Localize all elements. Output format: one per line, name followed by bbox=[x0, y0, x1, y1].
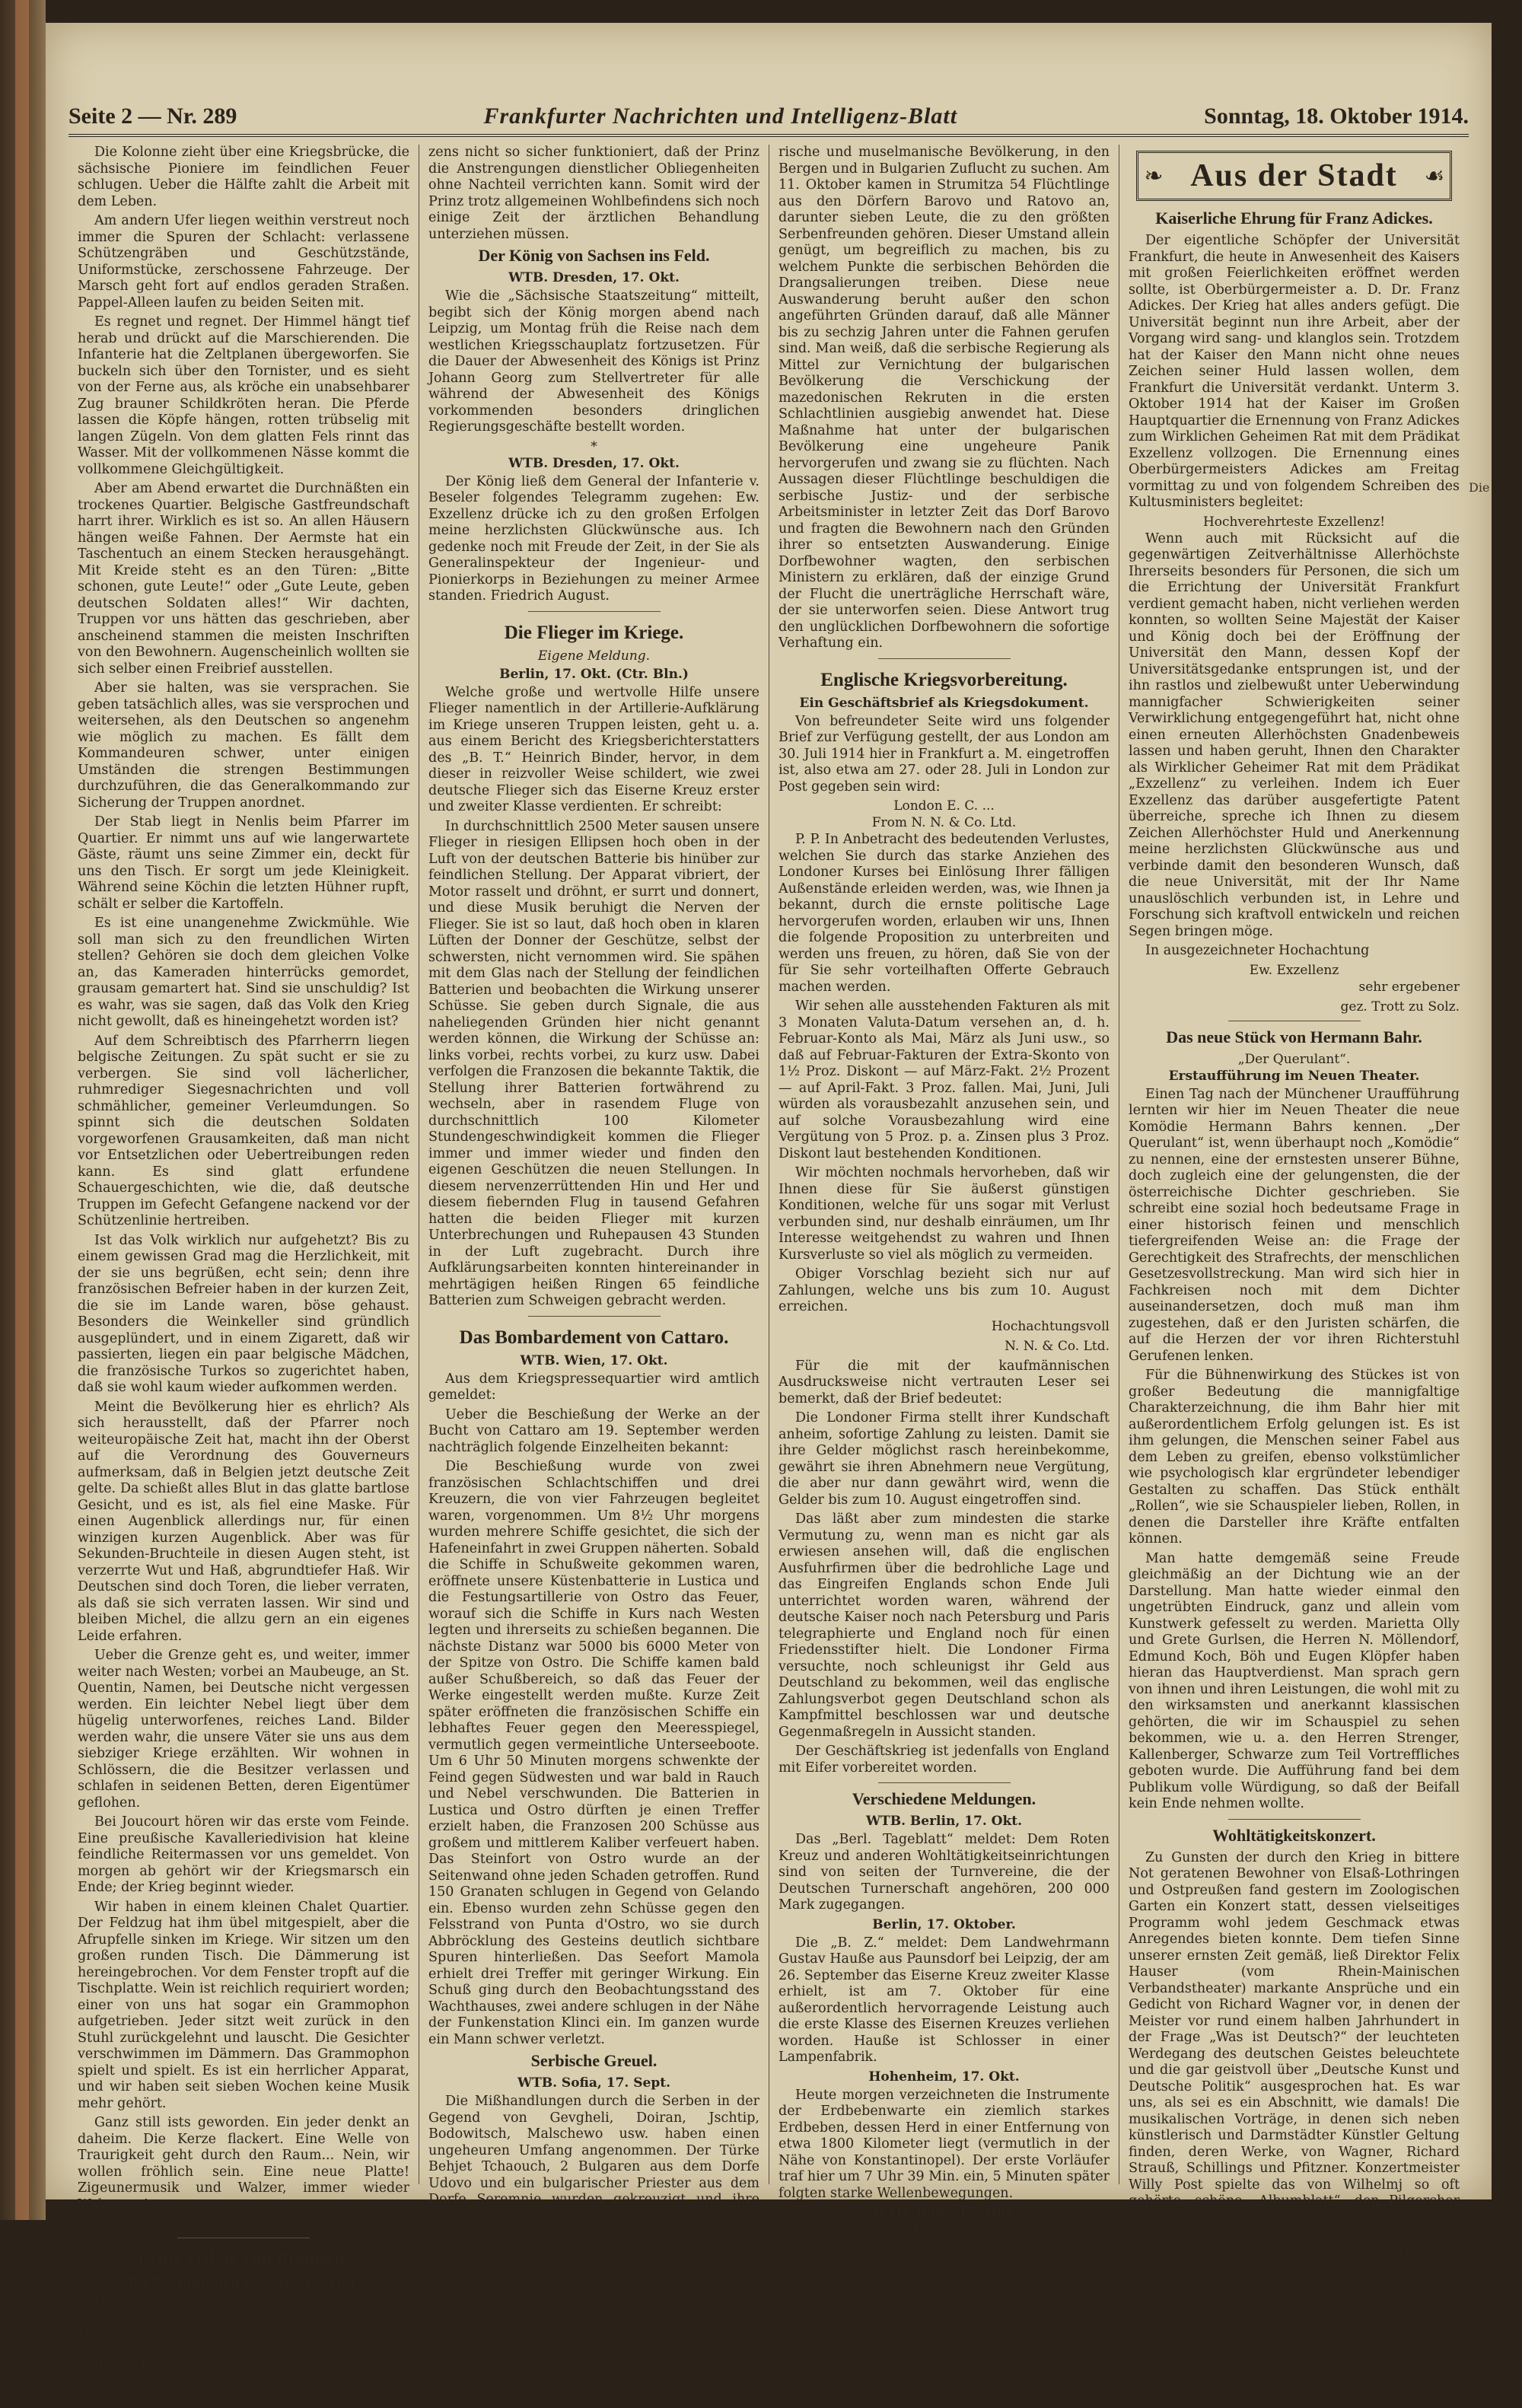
column-1 bbox=[68, 145, 419, 2406]
paragraph: Ganz still ists geworden. Ein jeder denkt an daheim. Die Kerze flackert. Eine Welle von Traurigkeit geht durch den Raum... Nein, wir wollen fröhlich sein. Eine neue Platte! Zigeunermusik und Walzer, immer wieder Walzer.....! bbox=[78, 2115, 409, 2212]
paragraph: Es ist eine unangenehme Zwickmühle. Wie soll man sich zu den freundlichen Wirten stellen? Gehören sie doch dem gleichen Volke an, das Kameraden hinterrücks gemordet, grausam gemartert hat. Sind sie unschuldig? Ist es wahr, was sie sagen, daß das Volk den Krieg nicht gewollt, daß es hineingehetzt worden ist? bbox=[78, 916, 409, 1029]
paragraph: Am andern Ufer liegen weithin verstreut noch immer die Spuren der Schlacht: verlassene Schützengräben und Geschützstände, Uniformstücke, zerschossene Fahrzeuge. Der Marsch geht fort auf endlos geraden Straßen. Pappel-Alleen laufen zu beiden Seiten mit. bbox=[78, 213, 409, 311]
subheading: „Der Querulant“. bbox=[1237, 1051, 1351, 1067]
headline-englische: Englische Kriegsvorbereitung. bbox=[820, 669, 1068, 690]
divider bbox=[878, 1782, 1011, 1783]
dateline: WTB. Dresden, 17. Okt. bbox=[508, 270, 680, 285]
dateline: Berlin, 17. Oktober. bbox=[872, 1916, 1016, 1932]
paragraph: Die Mißhandlungen durch die Serben in der Gegend von Gevgheli, Doiran, Jschtip, Bodowitsch, Malschewo usw. haben einen ungeheuren Umfang angenommen. Der Türke Behjet Tchaouch, 2 Bulgaren aus dem Dorfe Udovo und ein bulgarischer Priester aus dem Dorfe Seremnie wurden gekreuzigt und ihre Hände angenagelt; eine Tat, die nicht anders ist als den Türken gegenüber ein neuestes Eingreifen der türkischen Herrschaft. Außerdem wurden systematische Ermordungen und Räubereien die bulga- bbox=[428, 2094, 759, 2289]
paragraph: Bei Joucourt hören wir das erste vom Feinde. Eine preußische Kavalleriedivision hat kleine feindliche Reitermassen vor uns gemeldet. Von morgen ab gehört wir der Kriegsmarsch ein Ende; der Krieg beginnt wieder. bbox=[78, 1814, 409, 1895]
column-2 bbox=[419, 145, 769, 2289]
paragraph: Obiger Vorschlag bezieht sich nur auf Zahlungen, welche uns bis zum 10. August erreichen. bbox=[779, 1266, 1110, 1314]
subheading: Erstaufführung im Neuen Theater. bbox=[1168, 1068, 1420, 1084]
letter-closing: Hochachtungsvoll bbox=[991, 1318, 1110, 1334]
paragraph: P. P. In Anbetracht des bedeutenden Verlustes, welchen Sie durch das starke Anziehen des Londoner Kurses bei Einlösung Ihrer fälligen Außenstände erleiden werden, was, wie Ihnen ja bekannt, durch die ernste politische Lage hervorgerufen worden, erlauben wir uns, Ihnen die folgende Proposition zu unterbreiten und werden uns freuen, zu hören, daß Sie von der für Sie sehr vorteilhaften Offerte Gebrauch machen werden. bbox=[779, 832, 1110, 995]
dateline: WTB. Berlin, 17. Okt. bbox=[865, 1814, 1023, 1829]
dateline: Berlin, 17. Okt. (Ctr. Bln.) bbox=[499, 666, 689, 682]
paragraph: Heute morgen verzeichneten die Instrumente der Erdbebenwarte ein ziemlich starkes Erdbeben, dessen Herd in einer Entfernung von etwa 1800 Kilometer liegt (vermutlich in der Nähe von Konstantinopel). Der erste Vorläufer traf hier um 7 Uhr 39 Min. ein, 5 Minuten später folgten starke Wellenbewegungen. bbox=[779, 2087, 1110, 2201]
dateline: WTB. Homburg v. d. H., 17. Okt. bbox=[126, 2275, 361, 2290]
headline-flieger: Die Flieger im Kriege. bbox=[504, 622, 684, 643]
newspaper-page bbox=[46, 23, 1492, 2406]
paragraph: Der eigentliche Schöpfer der Universität Frankfurt, die heute in Anwesenheit des Kaisers mit großen Feierlichkeiten eröffnet werden sollte, ist Oberbürgermeister a. D. Dr. Franz Adickes. Der Krieg hat alles anders gefügt. Die Universität beginnt nun ihre Arbeit, aber der Vorgang wird sang- und klanglos sein. Trotzdem hat der Kaiser den Mann nicht ohne neues Zeichen seiner Huld lassen wollen, dem Frankfurt die Universität verdankt. Unterm 3. Oktober 1914 hat der Kaiser im Großen Hauptquartier die Ernennung von Franz Adickes zum Wirklichen Geheimen Rat mit dem Prädikat Exzellenz vollzogen. Die Ernennung eines Oberbürgermeisters Adickes am Freitag vormittag zu und von folgendem Schreiben des Kultusministers begleitet: bbox=[1129, 233, 1460, 510]
paragraph: Ein königlicher Erlaß verfügt, gemäß dem Beschlusse des Ministerrats, die Beerdigung di San Giulianos auf Staatskosten. In einem zweiten Erlaß beauftragt den Ministerpräsidenten Salandra mit der einstweiligen Führung der Geschäfte des Ministeriums des Aeußern. bbox=[779, 2223, 1110, 2336]
paragraph: Die „B. Z.“ meldet: Dem Landwehrmann Gustav Hauße aus Paunsdorf bei Leipzig, der am 26. September das Eiserne Kreuz zweiter Klasse erhielt, ist am 7. Oktober für eine außerordentlich hervorragende Leistung auch die erste Klasse des Eisernen Kreuzes verliehen worden. Hauße ist Schlosser in einer Lampenfabrik. bbox=[779, 1935, 1110, 2065]
divider bbox=[1228, 1819, 1361, 1820]
dateline: WTB. Rom, 17. Okt. bbox=[871, 2205, 1017, 2220]
letter-signature: N. N. & Co. Ltd. bbox=[1005, 1338, 1110, 1354]
salutation: Hochverehrteste Exzellenz! bbox=[1202, 514, 1386, 530]
headline-konzert: Wohltätigkeitskonzert. bbox=[1212, 1825, 1376, 1845]
paragraph: Der Stab liegt in Nenlis beim Pfarrer im Quartier. Er nimmt uns auf wie langerwartete Gäste, räumt uns seine Zimmer ein, deckt für uns den Tisch. Er sorgt um jede Kleinigkeit. Während seine Köchin die letzten Hühner rupft, schält er selber die Kartoffeln. bbox=[78, 814, 409, 912]
letter-closing: Ew. Exzellenz bbox=[1249, 962, 1339, 978]
headline-verschiedene: Verschiedene Meldungen. bbox=[852, 1789, 1036, 1808]
letter-address: London E. C. ... bbox=[893, 798, 995, 814]
paragraph: Aber sie halten, was sie versprachen. Sie geben tatsächlich alles, was sie versprochen und weitersehen, als den Deutschen so angenehm wie möglich zu machen. Es fällt dem Kommandeuren schwer, unter einigen Umständen die strengen Bestimmungen durchzuführen, die das Generalkommando zur Sicherung der Truppen anordnet. bbox=[78, 680, 409, 811]
paragraph: Das „Berl. Tageblatt“ meldet: Dem Roten Kreuz und anderen Wohltätigkeitseinrichtungen sind von seiten der Turnvereine, die der Deutschen Turnerschaft angehören, 200 000 Mark zugegangen. bbox=[779, 1832, 1110, 1913]
paragraph: In durchschnittlich 2500 Meter sausen unsere Flieger in riesigen Ellipsen hoch oben in der Luft von der deutschen Batterie bis hinüber zur feindlichen Stellung. Der Apparat vibriert, der Motor rasselt und dröhnt, er surrt und donnert, und diese Musik beruhigt die Nerven der Flieger. Sie ist so laut, daß hoch oben in klaren Lüften der Donner der Geschütze, selbst der schwersten, nicht vernommen wird. Sie spähen mit dem Glas nach der Stellung der feindlichen Batterien und beobachten die Wirkung unserer Schüsse. Sie geben durch Signale, die aus naheliegenden Gründen hier nicht genannt werden können, die Wirkung der Schüsse an: links vorbei, rechts vorbei, zu kurz usw. Dabei verfolgen die Franzosen die bekannte Taktik, die Stellung ihrer Batterien fortwährend zu wechseln, aber in rasendem Fluge von durchschnittlich 100 Kilometer Stundengeschwindigkeit kommen die Flieger immer und immer wieder und finden den eigenen Geschützen die neuen Stellungen. In diesem nervenzerrüttenden Hin und Her und diesem fiebernden Flug in tausend Gefahren hatten die beiden Flieger mit kurzen Unterbrechungen und Ruhepausen 43 Stunden in der Luft zugebracht. Durch ihre Aufklärungsarbeiten konnten hintereinander in mehrtägigen heißen Ringen 65 feindliche Batterien zum Schweigen gebracht werden. bbox=[428, 818, 759, 1308]
subheading: Eigene Meldung. bbox=[537, 648, 651, 664]
paragraph: Für die Bühnenwirkung des Stückes ist von großer Bedeutung die mannigfaltige Charakterzeichnung, die ihm Bahr hier mit außerordentlichem Erfolg gelungen ist. Es ist ihm gelungen, die Menschen seiner Fabel aus dem Leben zu greifen, ebenso volkstümlicher wie psychologisch klar ergründeter lebendiger Gestalten zu schaffen. Das Stück enthält „Rollen“, wie sie Schauspieler lieben, Rollen, in denen die Darsteller ihre Kräfte entfalten können. bbox=[1129, 1368, 1460, 1546]
paragraph: Die Kolonne zieht über eine Kriegsbrücke, die sächsische Pioniere im feindlichen Feuer schlugen. Ueber die Hälfte zahlt die Arbeit mit dem Leben. bbox=[78, 145, 409, 209]
paragraph: zens nicht so sicher funktioniert, daß der Prinz die Anstrengungen dienstlicher Obliegenheiten ohne Nachteil verrichten kann. Somit wird der Prinz trotz allgemeinen Wohlbefindens sich noch einige Zeit der ärztlichen Behandlung unterziehen müssen. bbox=[428, 145, 759, 242]
paragraph: Aber am Abend erwartet die Durchnäßten ein trockenes Quartier. Belgische Gastfreundschaft harrt ihrer. Wirklich es ist so. An allen Häusern hängen weiße Fahnen. Der Aermste hat ein Taschentuch an einem Stecken herausgehängt. Mit Kreide steht es an den Türen: „Bitte schonen, gute Leute!“ oder „Gute Leute, geben deutschen Soldaten alles!“ Wir dachten, Truppen vor uns hätten das geschrieben, aber anscheinend stammen die meisten Inschriften von den Bewohnern. Augenscheinlich wollten sie sich selber einen Freibrief ausstellen. bbox=[78, 481, 409, 677]
headline-greuel: Serbische Greuel. bbox=[530, 2051, 658, 2070]
paragraph: Der König ließ dem General der Infanterie v. Beseler folgendes Telegramm zugehen: Ew. Exzellenz drücke ich zu den großen Erfolgen meine herzlichsten Glückwünsche aus. Ich gedenke noch mit Freude der Zeit, in der Sie als Generalinspekteur der Ingenieur- und Pionierkorps in Beziehungen zu meiner Armee standen. Friedrich August. bbox=[428, 473, 759, 604]
paragraph: Wenn auch mit Rücksicht auf die gegenwärtigen Zeitverhältnisse Allerhöchste Ihrerseits besonders für Personen, die sich um die Errichtung der Universität Frankfurt verdient gemacht haben, nicht verliehen werden konnten, so wollten Seine Majestät der Kaiser und König doch bei der Eröffnung der Universität den Mann, dessen Kopf der Universitätsgedanke entsprungen ist, und der ihn rastlos und zielbewußt unter Ueberwindung mannigfacher Schwierigkeiten seiner Verwirklichung entgegengeführt hat, nicht ohne einen erneuten Allerhöchsten Gnadenbeweis lassen und haben geruht, Ihnen den Charakter als Wirklicher Geheimer Rat mit dem Prädikat „Exzellenz“ zu verleihen. Indem ich Euer Exzellenz das darüber ausgefertigte Patent überreiche, spreche ich Ihnen zu diesem Zeichen Allerhöchster Huld und Anerkennung meine herzlichsten Glückwünsche aus und verbinde damit den besonderen Wunsch, daß die neue Universität, mit der Ihr Name unauslöschlich verbunden ist, in Lehre und Forschung sich kraftvoll entwickeln und reichen Segen bringen möge. bbox=[1129, 530, 1460, 939]
paragraph: Die Londoner Firma stellt ihrer Kundschaft anheim, sofortige Zahlung zu leisten. Damit sie ihre Gelder möglichst rasch hereinbekomme, gewährt sie ihren Abnehmern neue Vergütung, die aber nur dann gewährt wird, wenn die Gelder bis zum 10. August eingetroffen sind. bbox=[779, 1410, 1110, 1508]
paragraph: rische und muselmanische Bevölkerung, in den Bergen und in Bulgarien Zuflucht zu suchen. Am 11. Oktober kamen in Strumitza 54 Flüchtlinge aus den Dörfern Barovo und Ratovo an, darunter sieben Leute, die zu den größten Serbenfreunden gehören. Dieser Umstand allein genügt, um begreiflich zu machen, bis zu welchem Punkte die serbischen Behörden die Drangsalierungen treiben. Diese neue Auswanderung beruht außer den schon angeführten Gründen darauf, daß alle Männer bis zu sechzig Jahren unter die Fahnen gerufen sind. Man weiß, daß die serbische Regierung als Mittel zur Vernichtung der bulgarischen Bevölkerung die Verschickung der mazedonischen Rekruten in die ersten Schlachtlinien ausgiebig anwendet hat. Diese Maßnahme hat unter der bulgarischen Bevölkerung eine ungeheure Panik hervorgerufen und zwang sie zu flüchten. Nach Aussagen dieser Flüchtlinge beschuldigen die serbische Justiz- und der serbische Arbeitsminister in letzter Zeit das Dorf Barovo und fragten die Bewohnern nach den Gründen ihrer so entsetzten Auswanderung. Einige Dorfbewohner wagten, den serbischen Ministern zu erklären, daß der einzige Grund der Flucht die unerträgliche Herrschaft wäre, der sie unterworfen seien. Diese Antwort trug den unglücklichen Dorfbewohnern die sofortige Verhaftung ein. bbox=[779, 145, 1110, 651]
adjacent-page-edge: Die bbox=[1469, 480, 1490, 495]
dateline: WTB. Sofia, 17. Sept. bbox=[517, 2075, 671, 2091]
paragraph: In ausgezeichneter Hochachtung bbox=[1145, 943, 1370, 958]
masthead bbox=[68, 84, 1469, 137]
column-4 bbox=[1119, 145, 1469, 2274]
letter-closing: sehr ergebener bbox=[1358, 979, 1460, 995]
paragraph: Wir haben in einem kleinen Chalet Quartier. Der Feldzug hat ihm übel mitgespielt, aber die Afrupfelle sinken im Kriege. Wir sitzen um den großen runden Tisch. Die Dämmerung ist hereingebrochen. Vor dem Fenster tropft auf die Tischplatte. Wein ist reichlich requiriert worden; einer von uns hat sogar ein Grammophon aufgetrieben. Jeder sitzt weit zurück in den Stuhl zurückgelehnt und lauscht. Die Gesichter verschwimmen im Dämmern. Das Grammophon spielt und spielt. Es ist ein herrlicher Apparat, und wir haben seit sieben Wochen keine Musik mehr gehört. bbox=[78, 1899, 409, 2111]
ornament-icon: ❧ bbox=[1144, 162, 1164, 190]
divider bbox=[878, 658, 1011, 659]
newspaper-title: Frankfurter Nachrichten und Intelligenz-Blatt bbox=[483, 104, 958, 129]
headline-adickes: Kaiserliche Ehrung für Franz Adickes. bbox=[1155, 209, 1433, 228]
asterisk-divider: * bbox=[591, 438, 597, 454]
paragraph: Einen Tag nach der Münchener Uraufführung lernten wir hier im Neuen Theater die neue Komödie Hermann Bahrs kennen. „Der Querulant“ ist, wenn überhaupt noch „Komödie“ zu nennen, eine der ernstesten unserer Bühne, doch zugleich eine der gelungensten, die der österreichische Dichter geschrieben. Sie schreibt eine sozial hoch bedeutsame Frage in einer historisch feinen und menschlich tiefergreifenden Weise an: die Frage der Gerechtigkeit des Strafrechts, der menschlichen Gesetzesvollstreckung. Man wird sich hier in Fachkreisen noch mit dem Dichter auseinandersetzen, doch muß man ihm zugestehen, daß er den Juristen schärfen, die auf die Herzen der vor ihren Richterstuhl Gerufenen lenken. bbox=[1129, 1086, 1460, 1364]
paragraph: Man hatte demgemäß seine Freude gleichmäßig an der Dichtung wie an der Darstellung. Man hatte wieder einmal den ungetrübten Eindruck, ganz und allein vom Kunstwerk gefesselt zu werden. Marietta Olly und Grete Gurlsen, die Herren N. Möllendorf, Edmund Koch, Böh und Eugen Klöpfer haben hieran das Hauptverdienst. Man sprach gern von ihnen und ihren Leistungen, die wohl mit zu den wirksamsten und anerkannt klassischen gehörten, die wir im Schauspiel zu sehen bekommen, wie u. a. den Herren Strenger, Kallenberger, Schwarze zum Teil Vortreffliches geboten wurde. Die Aufführung fand bei dem Publikum volle Würdigung, so daß der Beifall kein Ende nehmen wollte. bbox=[1129, 1550, 1460, 1811]
paragraph: Der Geschäftskrieg ist jedenfalls von England mit Eifer vorbereitet worden. bbox=[779, 1744, 1110, 1776]
paragraph: Wir sehen alle ausstehenden Fakturen als mit 3 Monaten Valuta-Datum versehen an, d. h. Februar-Konto als Mai, März als Juni usw., so daß auf Februar-Fakturen der Extra-Skonto von 1½ Proz. Diskont — auf März-Fakt. 2½ Prozent — auf April-Fakt. 3 Proz. fallen. Mai, Juni, Juli würden als vorausbezahlt anzusehen sein, und auf solche Vorausbezahlung wird eine Vergütung von 5 Proz. p. a. Zinsen plus 3 Proz. Diskont laut bestehenden Konditionen. bbox=[779, 999, 1110, 1161]
headline-cattaro: Das Bombardement von Cattaro. bbox=[459, 1327, 729, 1348]
section-title: Aus der Stadt bbox=[1190, 158, 1398, 193]
paragraph: Die Beschießung wurde von zwei französischen Schlachtschiffen und drei Kreuzern, die von vier Fahrzeugen begleitet waren, vorgenommen. Um 8½ Uhr morgens wurden mehrere Schiffe gesichtet, die sich der Hafeneinfahrt in zwei Gruppen näherten. Sobald die Schiffe in Schußweite gekommen waren, eröffnete unsere Küstenbatterie in Lustica und die Festungsartillerie von Ostro das Feuer, worauf sich die Schiffe in Kurs nach Westen legten und ihrerseits zu schießen begannen. Die nächste Distanz war 5000 bis 6000 Meter von der Spitze von Ostro. Die Schiffe kamen bald außer Schußbereich, so daß das Feuer der Werke eingestellt werden mußte. Kurze Zeit später eröffneten die französischen Schiffe ein lebhaftes Feuer gegen den Meeresspiegel, vermutlich gegen vermeintliche Unterseeboote. Um 6 Uhr 50 Minuten morgens schwenkte der Feind gegen Südwesten und war bald in Rauch und Nebel verschwunden. Die Batterien in Lustica und Ostro dürften je einen Treffer erzielt haben, die Franzosen 200 Schüsse aus großem und mittlerem Kaliber verfeuert haben. Das Steinfort von Ostro wurde an der Seitenwand ohne jeden Schaden getroffen. Rund 150 Granaten schlugen in Gegend von Gelando ein. Ebenso wurden zehn Schüsse gegen den Felsstrand von Punta d'Ostro, wo sie durch Abbröcklung des Gesteins deutlich sichtbare Spuren hinterließen. Das Seefort Mamola erhielt drei Treffer mit geringer Wirkung. Ein Schuß ging durch den Beobachtungsstand des Wachthauses, zwei andere schlugen in der Nähe der Funkenstation Klinci ein. Im ganzen wurde ein Mann schwer verletzt. bbox=[428, 1459, 759, 2047]
dateline: WTB. Dresden, 17. Okt. bbox=[508, 455, 680, 471]
paragraph: Die Genesung des Prinzen Oskar von der in dem Gefecht bei Verdun zugezogenen Herzmuskelaffektion schreitet nicht so schnell vorwärts, als es ursprünglich den Anschein hatte. Eine Röntgenuntersuchung durch Professor Dr. Grödel, Frankfurt a. M. ergab, daß die Muskelkraft des Herzens bbox=[78, 2293, 409, 2406]
headline-koenig: Der König von Sachsen ins Feld. bbox=[478, 246, 710, 265]
paragraph: Wir möchten nochmals hervorheben, daß wir Ihnen diese für Sie äußerst günstigen Konditionen, welche für uns sogar mit Verlust verbunden sind, nur deshalb einräumen, um Ihr Interesse weitgehendst zu wahren und Ihnen Kursverluste so viel als möglich zu vermeiden. bbox=[779, 1165, 1110, 1263]
section-header bbox=[1136, 151, 1452, 201]
dateline: Hohenheim, 17. Okt. bbox=[868, 2069, 1020, 2085]
paragraph: Zu Gunsten der durch den Krieg in bittere Not geratenen Bewohner von Elsaß-Lothringen und Ostpreußen fand gestern im Zoologischen Garten ein Konzert statt, dessen vielseitiges Programm wohl jedem Geschmack etwas Anregendes bieten konnte. Dem tiefen Sinne unserer ernsten Zeit gemäß, ließ Direktor Felix Hauser (vom Rhein-Mainischen Verbandstheater) markante Ansprüche und ein Gedicht von Richard Wagner vor, in denen der Meister vor rund einem halben Jahrhundert in der Frage „Was ist Deutsch?“ der leuchteten Werdegang des deutschen Geistes beleuchtete und die gar geistvoll über „Deutsche Kunst und Deutsche Politik“ ausgesprochen hat. Es war uns, als sei es ein Abschnitt, wie damals! Die musikalischen Vorträge, in denen sich neben künstlerisch und Darmstädter Künstler Geltung finden, deren Werke, von Wagner, Richard Strauß, Schillings und Pfitzner. Konzertmeister Willy Post spielte das von Wilhelmj so oft gehörte, schöne „Albumblatt“, den Pilgerchor und die Feuerzauber-Paraphrase von Louis Brassin, und Hermann Koch eine Bearbeitung von Louis Brassin, eine das die Arpeggien entlehnende Bearbeitung von bbox=[1129, 1849, 1460, 2274]
author-signature: Colin Roß. bbox=[340, 2216, 409, 2231]
headline-oskar: Prinz Oskar von Preußen. bbox=[137, 2249, 350, 2269]
paragraph: Ueber die Grenze geht es, und weiter, immer weiter nach Westen; vorbei an Maubeuge, an St. Quentin, Namen, bei Deutsche nicht vergessen werden. Ein leichter Nebel liegt über dem hügelig unterworfenes, reiches Land. Bilder werden wahr, die unsere Väter sie uns aus dem siebziger Kriege erzählten. Wir wohnen in Schlössern, die die Besitzer verlassen und schlafen in seidenen Betten, deren Eigentümer geflohen. bbox=[78, 1648, 409, 1811]
paragraph: Welche große und wertvolle Hilfe unsere Flieger namentlich in der Artillerie-Aufklärung im Kriege unseren Truppen leisten, geht u. a. aus einem Bericht des Kriegsberichterstatters des „B. T.“ Heinrich Binder, hervor, in dem dieser in reizvoller Weise schildert, wie zwei deutsche Flieger sich das Eiserne Kreuz erster und zweiter Klasse verdienten. Er schreibt: bbox=[428, 684, 759, 814]
divider bbox=[528, 1316, 661, 1317]
paragraph: Das läßt aber zum mindesten die starke Vermutung zu, wenn man es nicht gar als erwiesen ansehen will, daß die englischen Ausfuhrfirmen über die bedrohliche Lage und das Eingreifen Englands schon Ende Juli unterrichtet worden waren, während der deutsche Kaiser noch nach Petersburg und Paris telegraphierte und England noch für einen Friedensstifter hielt. Die Londoner Firma versuchte, noch schleunigst ihr Geld aus Deutschland zu bekommen, weil das englische Zahlungsverbot gegen Deutschland schon als Kampfmittel beschlossen war und deutsche Gegenmaßregeln in Aussicht standen. bbox=[779, 1511, 1110, 1740]
subheading: Ein Geschäftsbrief als Kriegsdokument. bbox=[799, 695, 1089, 711]
paragraph: Meint die Bevölkerung hier es ehrlich? Als sich herausstellt, daß der Pfarrer noch weiteuropäische Zeit hat, macht ihn der Oberst auf die Verordnung des Gouverneurs aufmerksam, daß in Belgien jetzt deutsche Zeit gelte. Da schießt alles Blut in das glatte bartlose Gesicht, und es ist, als fiel eine Maske. Für einen Augenblick allerdings nur, für einen winzigen kurzen Augenblick. Aber was für Sekunden-Bruchteile in diesen Augen steht, ist verzerrte Wut und Haß, abgrundtiefer Haß. Wir Deutschen sind doch Toren, die lieber verraten, als daß sie sich verraten lassen. Wir sind und bleiben Michel, die allzu gern an ein eigenes Leide erfahren. bbox=[78, 1399, 409, 1644]
letter-signature: gez. Trott zu Solz. bbox=[1340, 999, 1460, 1014]
divider bbox=[528, 611, 661, 612]
page-number: Seite 2 — Nr. 289 bbox=[68, 104, 237, 129]
paragraph: Für die mit der kaufmännischen Ausdrucksweise nicht vertrauten Leser sei bemerkt, daß der Brief bedeutet: bbox=[779, 1358, 1110, 1406]
ornament-icon: ☙ bbox=[1424, 162, 1445, 190]
paragraph: Es regnet und regnet. Der Himmel hängt tief herab und drückt auf die Marschierenden. Die Infanterie hat die Zeltplanen übergeworfen. Sie buckeln sich über den Tornister, und es sieht von der Ferne aus, als kröche ein unabsehbarer Zug brauner Schildkröten heran. Die Pferde lassen die Köpfe hängen, rotten trübselig mit langen Zügeln. Von dem glatten Fels rinnt das Wasser. Mit der vollkommenen Nässe kommt die vollkommene Gleichgültigkeit. bbox=[78, 314, 409, 477]
columns bbox=[68, 145, 1469, 2406]
paragraph: Ist das Volk wirklich nur aufgehetzt? Bis zu einem gewissen Grad mag die Herzlichkeit, mit der sie uns begrüßen, echt sein; denn ihre französischen Befreier haben in der kurzen Zeit, die sie im Lande waren, böse gehaust. Besonders die Weinkeller sind gründlich ausgeplündert, und in einem Zigarett, daß wir passierten, liegen ein paar belgische Mädchen, die französische Turkos so zugerichtet haben, daß sie wohl kaum wieder aufkommen werden. bbox=[78, 1232, 409, 1395]
letter-sender: From N. N. & Co. Ltd. bbox=[871, 815, 1017, 830]
spine-edge bbox=[15, 0, 29, 2220]
paragraph: Wie die „Sächsische Staatszeitung“ mitteilt, begibt sich der König morgen abend nach Leipzig, um Montag früh die Reise nach dem westlichen Kriegsschauplatz fortzusetzen. Für die Dauer der Abwesenheit des Königs ist Prinz Johann Georg zum Stellvertreter für alle während der Abwesenheit des Königs vorkommenden besonders dringlichen Regierungsgeschäfte bestellt worden. bbox=[428, 288, 759, 435]
column-3 bbox=[769, 145, 1119, 2336]
issue-date: Sonntag, 18. Oktober 1914. bbox=[1204, 104, 1469, 129]
paragraph: Von befreundeter Seite wird uns folgender Brief zur Verfügung gestellt, der aus London am 30. Juli 1914 hier in Frankfurt a. M. eingetroffen ist, also etwa am 27. oder 28. Juli in London zur Post gegeben sein wird: bbox=[779, 713, 1110, 795]
dateline: WTB. Wien, 17. Okt. bbox=[520, 1352, 668, 1368]
paragraph: Ueber die Beschießung der Werke an der Bucht von Cattaro am 19. September werden nachträglich folgende Einzelheiten bekannt: bbox=[428, 1406, 759, 1455]
paragraph: Aus dem Kriegspressequartier wird amtlich gemeldet: bbox=[428, 1371, 759, 1403]
paragraph: Auf dem Schreibtisch des Pfarrherrn liegen belgische Zeitungen. Zu spät sucht er sie zu verbergen. Sie sind voll lächerlicher, ruhmrediger Siegesnachrichten und voll schmählicher, gemeiner Verleumdungen. So spinnt sich die deutschen Soldaten vorgeworfenen Grausamkeiten, daß man nicht vor Entsetzlichen oder Uebertreibungen reden kann. Es sind glatt erfundene Schauergeschichten, wie die, daß deutsche Truppen im Gefecht Gefangene nackend vor der Schützenlinie hertreiben. bbox=[78, 1033, 409, 1228]
headline-bahr: Das neue Stück von Hermann Bahr. bbox=[1166, 1027, 1422, 1046]
